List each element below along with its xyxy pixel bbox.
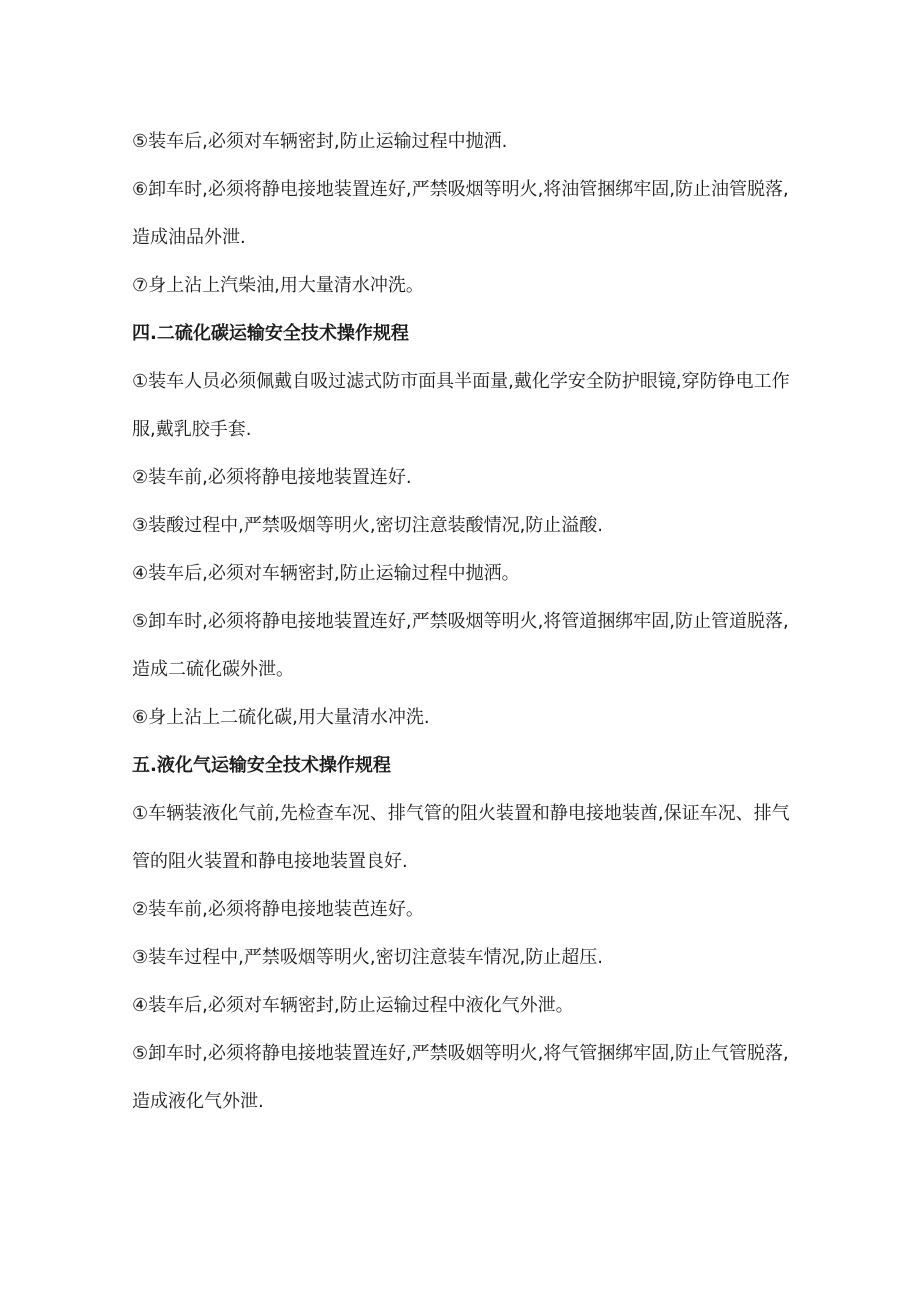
paragraph-s3-item-7: ⑦身上沾上汽柴油,用大量清水冲洗。 <box>132 275 424 296</box>
paragraph-s5-item-3: ③装车过程中,严禁吸烟等明火,密切注意装车情况,防止超压. <box>132 947 604 968</box>
paragraph-s5-item-2: ②装车前,必须将静电接地装芭连好。 <box>132 899 424 920</box>
paragraph-s4-item-2: ②装车前,必须将静电接地装置连好. <box>132 467 412 488</box>
paragraph-s4-item-5: ⑤卸车时,必须将静电接地装置连好,严禁吸烟等明火,将管道捆绑牢固,防止管道脱落,造成二硫化碳外泄。 <box>132 611 789 680</box>
paragraph-s4-item-4: ④装车后,必须对车辆密封,防止运输过程中抛洒。 <box>132 563 520 584</box>
paragraph-s4-item-1: ①装车人员必须佩戴自吸过滤式防市面具半面量,戴化学安全防护眼镜,穿防铮电工作服,戴乳胶手套. <box>132 371 790 440</box>
paragraph-s4-item-3: ③装酸过程中,严禁吸烟等明火,密切注意装酸情况,防止溢酸. <box>132 515 604 536</box>
paragraph-s5-item-4: ④装车后,必须对车辆密封,防止运输过程中液化气外泄。 <box>132 995 574 1016</box>
section-heading-5: 五.液化气运输安全技术操作规程 <box>132 755 391 776</box>
paragraph-s5-item-5: ⑤卸车时,必须将静电接地装置连好,严禁吸姻等明火,将气管捆绑牢固,防止气管脱落,造成液化气外泄. <box>132 1043 789 1112</box>
paragraph-s5-item-1: ①车辆装液化气前,先检查车况、排气管的阻火装置和静电接地装酋,保证车况、排气管的阻火装置和静电接地装置良好. <box>132 803 790 872</box>
paragraph-s4-item-6: ⑥身上沾上二硫化碳,用大量清水冲洗. <box>132 707 430 728</box>
paragraph-s3-item-6: ⑥卸车时,必须将静电接地装置连好,严禁吸烟等明火,将油管捆绑牢固,防止油管脱落,造成油品外泄. <box>132 179 789 248</box>
paragraph-s3-item-5: ⑤装车后,必须对车辆密封,防止运输过程中抛洒. <box>132 131 508 152</box>
section-heading-4: 四.二硫化碳运输安全技术操作规程 <box>132 323 409 344</box>
